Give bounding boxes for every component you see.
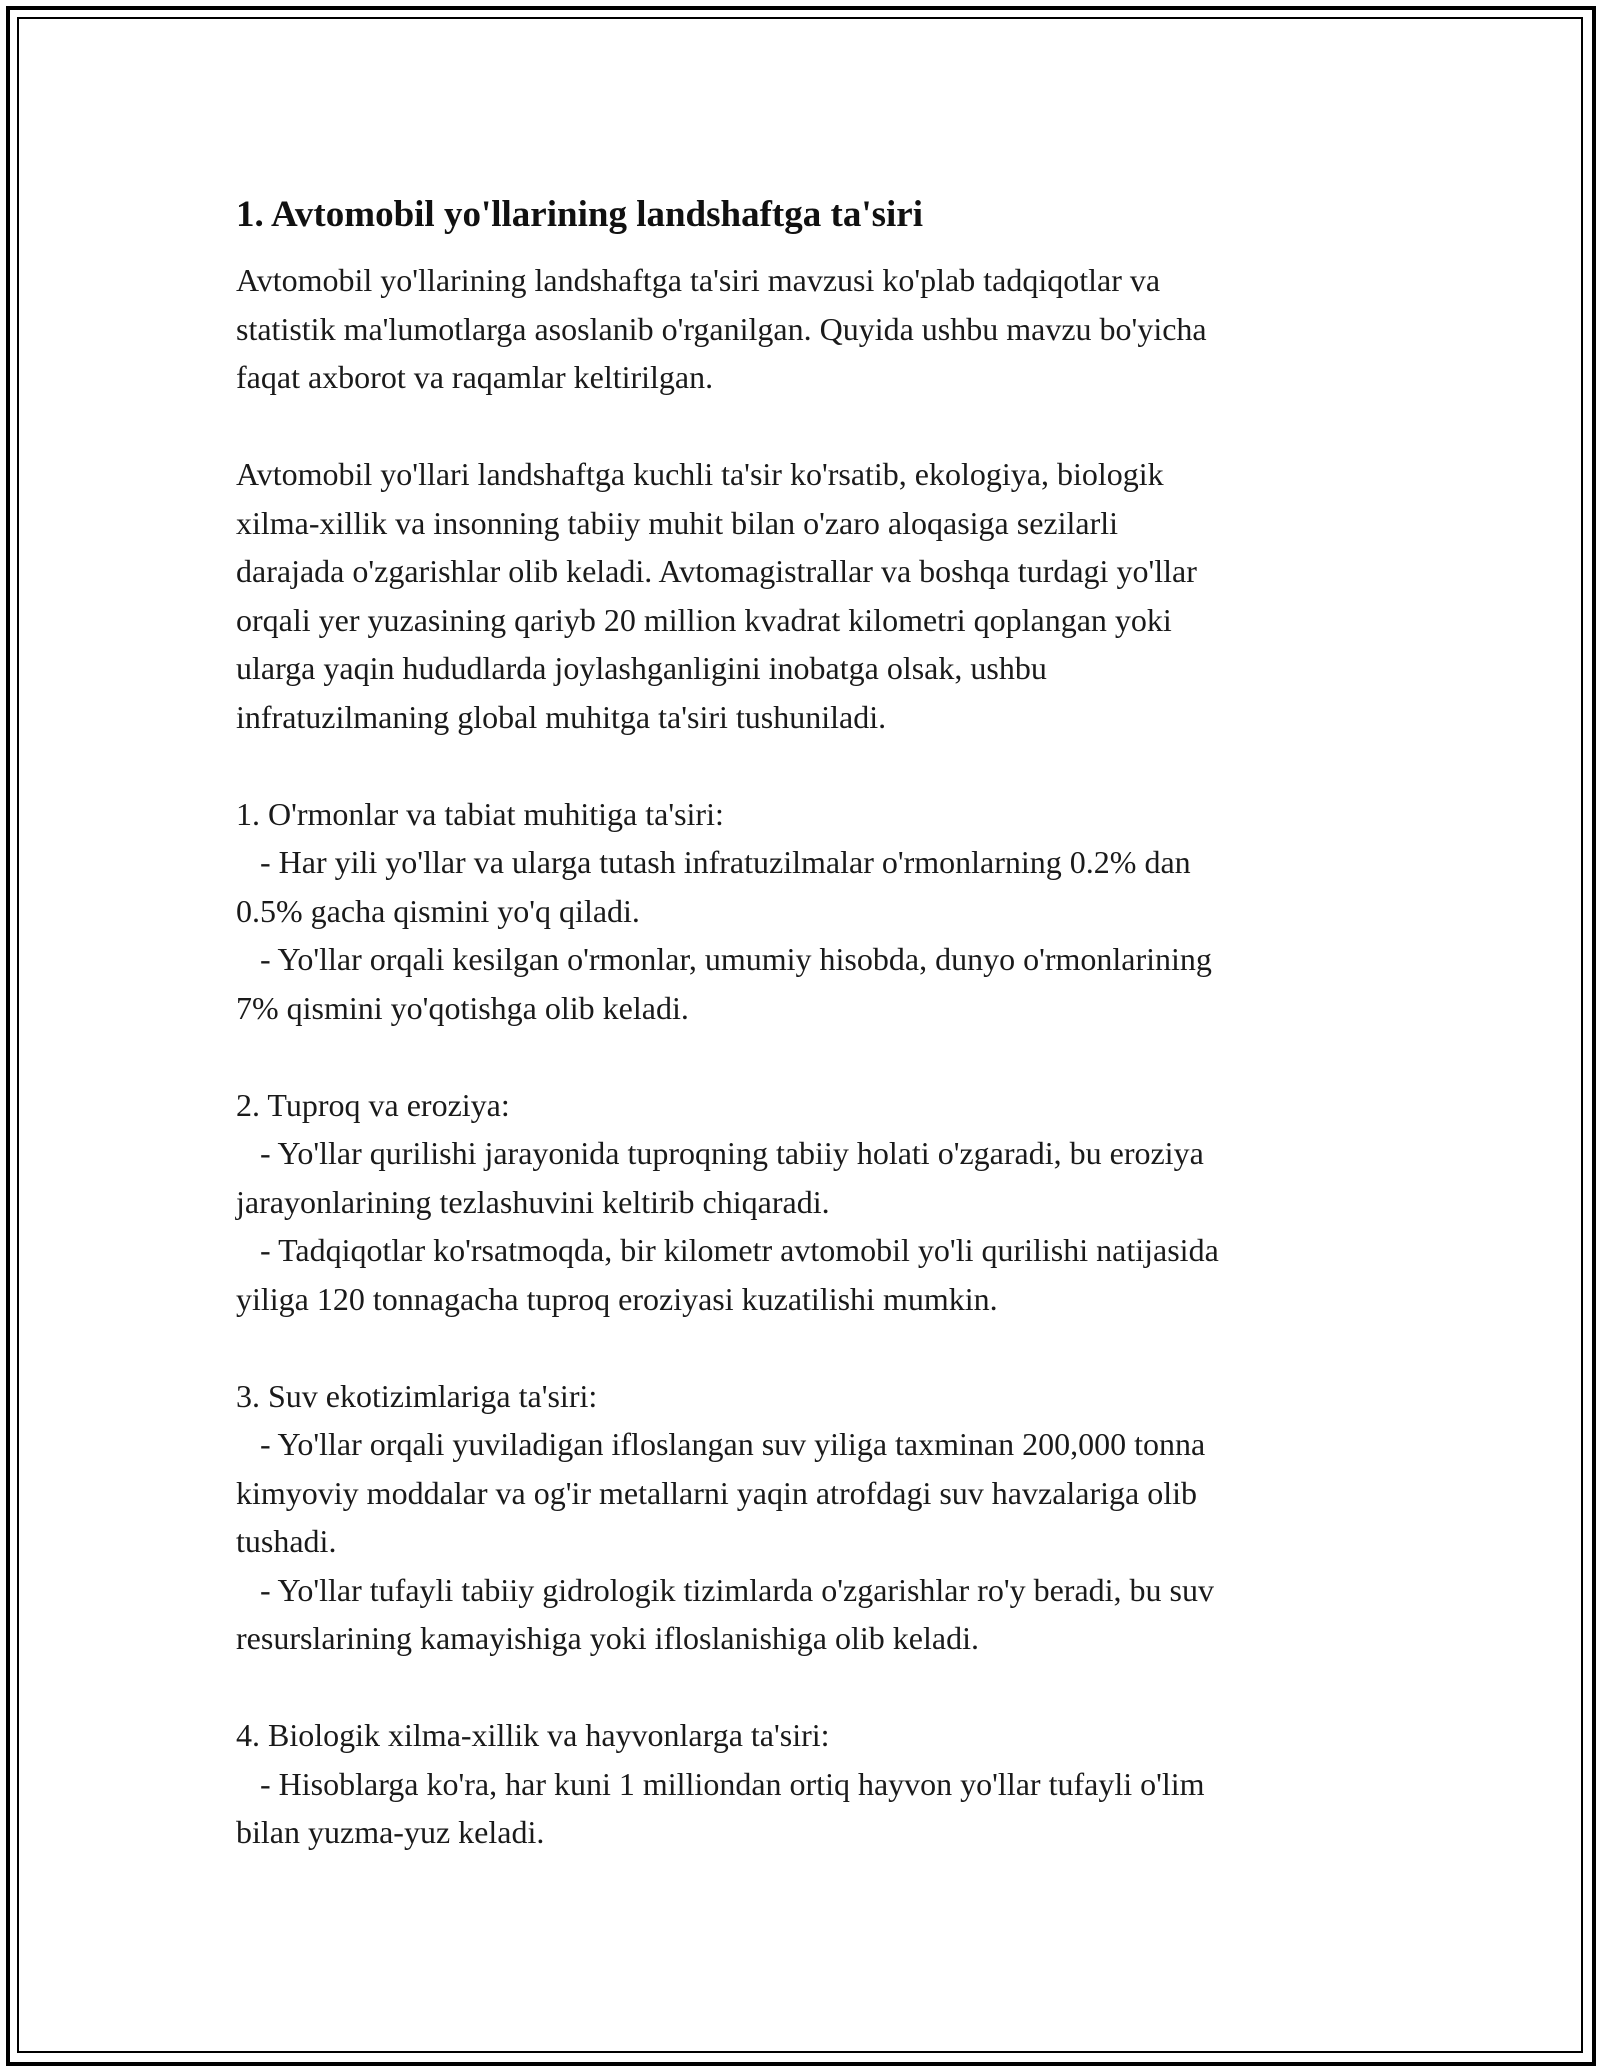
section-title: 1. O'rmonlar va tabiat muhitiga ta'siri:: [236, 795, 724, 832]
section-title: 2. Tuproq va eroziya:: [236, 1086, 510, 1123]
section-point: - Har yili yo'llar va ularga tutash infratuzilmalar o'rmonlarning 0.2% dan 0.5% gacha qismini yo'q qiladi.: [236, 844, 1191, 929]
section-water-ecosystems: [236, 1372, 1376, 1663]
section-point: - Tadqiqotlar ko'rsatmoqda, bir kilometr avtomobil yo'li qurilishi natijasida yiliga 120 tonnagacha tuproq eroziyasi kuzatilishi mumkin.: [236, 1232, 1219, 1317]
section-title: 3. Suv ekotizimlariga ta'siri:: [236, 1377, 598, 1414]
overview-paragraph: Avtomobil yo'llari landshaftga kuchli ta'sir ko'rsatib, ekologiya, biologik xilma-xillik va insonning tabiiy muhit bilan o'zaro aloqasiga sezilarli darajada o'zgarishlar olib keladi. Avtomagistrallar va boshqa turdagi yo'llar orqali yer yuzasining qariyb 20 million kvadrat kilometri qoplangan yoki ularga yaqin hududlarda joylashganligini inobatga olsak, ushbu infratuzilmaning global muhitga ta'siri tushuniladi.: [236, 456, 1197, 735]
paragraph-spacer: [236, 1032, 1376, 1081]
document-heading: 1. Avtomobil yo'llarining landshaftga ta'siri: [236, 194, 923, 235]
section-point: - Yo'llar tufayli tabiiy gidrologik tizimlarda o'zgarishlar ro'y beradi, bu suv resurslarining kamayishiga yoki ifloslanishiga olib keladi.: [236, 1571, 1214, 1656]
section-biodiversity: [236, 1711, 1376, 1857]
section-point: - Hisoblarga ko'ra, har kuni 1 milliondan ortiq hayvon yo'llar tufayli o'lim bilan yuzma-yuz keladi.: [236, 1765, 1205, 1850]
paragraph-spacer: [236, 1663, 1376, 1712]
section-forests: [236, 790, 1376, 1033]
document-body: [236, 186, 1376, 1857]
section-point: - Yo'llar qurilishi jarayonida tuproqning tabiiy holati o'zgaradi, bu eroziya jarayonlarining tezlashuvini keltirib chiqaradi.: [236, 1135, 1204, 1220]
paragraph-spacer: [236, 741, 1376, 790]
section-soil-erosion: [236, 1081, 1376, 1324]
section-point: - Yo'llar orqali kesilgan o'rmonlar, umumiy hisobda, dunyo o'rmonlarining 7% qismini yo'qotishga olib keladi.: [236, 941, 1212, 1026]
paragraph-spacer: [236, 1323, 1376, 1372]
paragraph-spacer: [236, 402, 1376, 451]
intro-paragraph: Avtomobil yo'llarining landshaftga ta'siri mavzusi ko'plab tadqiqotlar va statistik ma'lumotlarga asoslanib o'rganilgan. Quyida ushbu mavzu bo'yicha faqat axborot va raqamlar keltirilgan.: [236, 262, 1207, 395]
section-title: 4. Biologik xilma-xillik va hayvonlarga ta'siri:: [236, 1717, 830, 1753]
section-point: - Yo'llar orqali yuviladigan ifloslangan suv yiliga taxminan 200,000 tonna kimyoviy moddalar va og'ir metallarni yaqin atrofdagi suv havzalariga olib tushadi.: [236, 1426, 1206, 1559]
